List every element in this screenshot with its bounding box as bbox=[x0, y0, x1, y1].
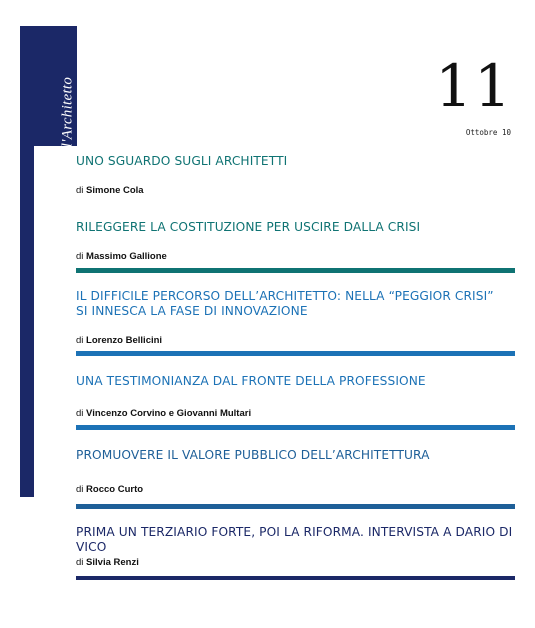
byline-prefix: di bbox=[76, 557, 84, 568]
article-byline bbox=[76, 335, 162, 346]
byline-prefix: di bbox=[76, 251, 84, 262]
article-title[interactable]: PROMUOVERE IL VALORE PUBBLICO DELL’ARCHITETTURA bbox=[76, 448, 430, 462]
article-title[interactable]: PRIMA UN TERZIARIO FORTE, POI LA RIFORMA. INTERVISTA A DARIO DI VICO bbox=[76, 525, 513, 554]
article-entry[interactable] bbox=[76, 289, 516, 346]
article-title[interactable]: UNA TESTIMONIANZA DAL FRONTE DELLA PROFESSIONE bbox=[76, 374, 426, 388]
article-byline bbox=[76, 557, 139, 568]
byline-prefix: di bbox=[76, 408, 84, 419]
magazine-name: l'Architetto bbox=[59, 76, 76, 148]
article-byline bbox=[76, 408, 251, 419]
article-title[interactable]: IL DIFFICILE PERCORSO DELL’ARCHITETTO: NELLA “PEGGIOR CRISI” SI INNESCA LA FASE DI INNOVAZIONE bbox=[76, 289, 494, 318]
section-rule bbox=[76, 576, 515, 580]
byline-prefix: di bbox=[76, 335, 84, 346]
article-entry[interactable] bbox=[76, 220, 516, 262]
section-rule bbox=[76, 425, 515, 430]
article-byline bbox=[76, 251, 167, 262]
article-entry[interactable] bbox=[76, 525, 516, 568]
section-rule bbox=[76, 351, 515, 356]
author-name: Lorenzo Bellicini bbox=[86, 335, 163, 346]
author-name: Vincenzo Corvino e Giovanni Multari bbox=[86, 408, 252, 419]
article-entry[interactable] bbox=[76, 154, 516, 196]
article-entry[interactable] bbox=[76, 374, 516, 419]
article-byline bbox=[76, 484, 143, 495]
author-name: Rocco Curto bbox=[86, 484, 144, 495]
article-entry[interactable] bbox=[76, 448, 516, 495]
section-rule bbox=[76, 268, 515, 273]
sidebar-band bbox=[20, 26, 77, 146]
article-byline bbox=[76, 185, 144, 196]
article-title[interactable]: RILEGGERE LA COSTITUZIONE PER USCIRE DALLA CRISI bbox=[76, 220, 421, 234]
author-name: Simone Cola bbox=[86, 185, 144, 196]
author-name: Massimo Gallione bbox=[86, 251, 167, 262]
article-title[interactable]: UNO SGUARDO SUGLI ARCHITETTI bbox=[76, 154, 288, 168]
byline-prefix: di bbox=[76, 484, 84, 495]
section-rule bbox=[76, 504, 515, 509]
sidebar-strip bbox=[20, 146, 34, 497]
issue-date: Ottobre 10 bbox=[465, 128, 511, 137]
author-name: Silvia Renzi bbox=[86, 557, 139, 568]
issue-number: 11 bbox=[435, 52, 513, 120]
byline-prefix: di bbox=[76, 185, 84, 196]
